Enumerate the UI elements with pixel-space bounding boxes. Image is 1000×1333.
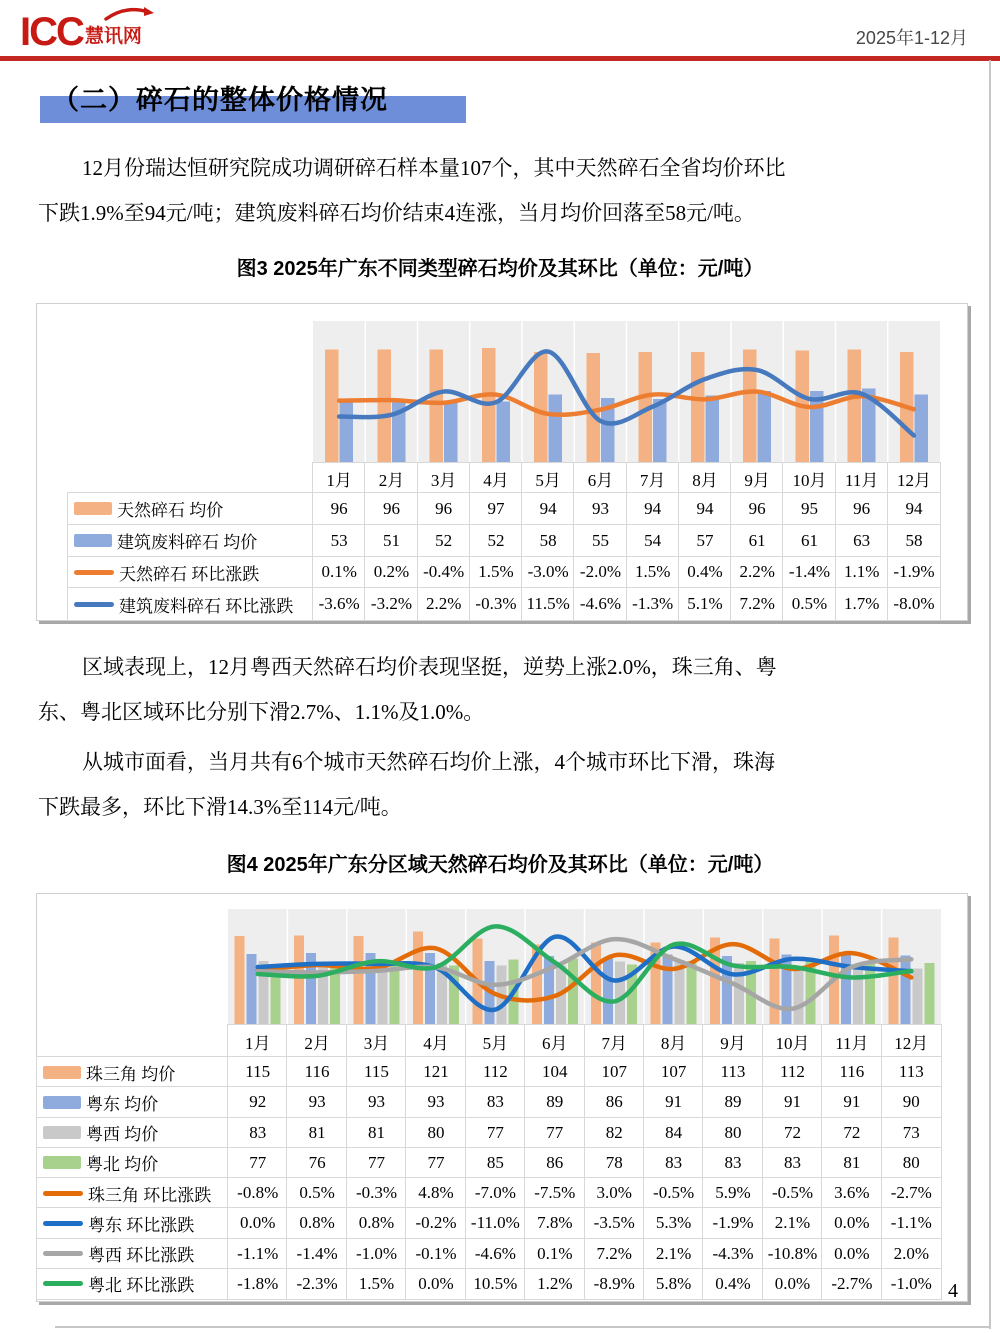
month-label: 11月 bbox=[822, 1025, 881, 1057]
bar bbox=[794, 969, 804, 1025]
month-label: 7月 bbox=[627, 463, 679, 493]
value-cell: 0.0% bbox=[228, 1208, 287, 1238]
value-cell: -0.3% bbox=[470, 588, 522, 620]
series-label-cell bbox=[37, 1269, 228, 1299]
value-cell: 80 bbox=[703, 1118, 762, 1148]
value-cell: 52 bbox=[418, 525, 470, 557]
legend-bar-swatch bbox=[74, 534, 112, 547]
value-cell: -0.2% bbox=[406, 1208, 465, 1238]
bar bbox=[354, 936, 364, 1025]
value-cell: 0.1% bbox=[525, 1239, 584, 1269]
section-title: （二）碎石的整体价格情况 bbox=[52, 85, 388, 115]
value-cell: 96 bbox=[313, 493, 365, 525]
value-cell: -4.6% bbox=[574, 588, 626, 620]
month-label: 9月 bbox=[703, 1025, 762, 1057]
paragraph-line: 从城市面看，当月共有6个城市天然碎石均价上涨，4个城市环比下滑，珠海 bbox=[82, 750, 775, 774]
bar bbox=[568, 959, 578, 1026]
month-label: 4月 bbox=[406, 1025, 465, 1057]
value-cell: 92 bbox=[228, 1087, 287, 1117]
value-cell: 112 bbox=[763, 1057, 822, 1087]
value-cell: -2.3% bbox=[287, 1269, 346, 1299]
bar bbox=[325, 349, 339, 463]
value-cell: -1.1% bbox=[228, 1239, 287, 1269]
series-name: 建筑废料碎石 均价 bbox=[117, 533, 258, 553]
series-name: 建筑废料碎石 环比涨跌 bbox=[119, 596, 294, 616]
bar bbox=[390, 966, 400, 1026]
value-cell: 121 bbox=[406, 1057, 465, 1087]
value-cell: 0.0% bbox=[763, 1269, 822, 1299]
value-cell: 83 bbox=[644, 1148, 703, 1178]
value-cell: -1.0% bbox=[347, 1239, 406, 1269]
value-cell: 116 bbox=[822, 1057, 881, 1087]
value-cell: 77 bbox=[347, 1148, 406, 1178]
value-cell: -0.5% bbox=[763, 1178, 822, 1208]
series-name: 珠三角 环比涨跌 bbox=[88, 1185, 212, 1205]
value-cell: -10.8% bbox=[763, 1239, 822, 1269]
bar bbox=[496, 402, 510, 464]
value-cell: 112 bbox=[466, 1057, 525, 1087]
value-cell: 83 bbox=[763, 1148, 822, 1178]
value-cell: 104 bbox=[525, 1057, 584, 1087]
value-cell: 55 bbox=[574, 525, 626, 557]
value-cell: 2.2% bbox=[731, 557, 783, 589]
value-cell: 4.8% bbox=[406, 1178, 465, 1208]
bar bbox=[413, 931, 423, 1025]
month-label: 6月 bbox=[574, 463, 626, 493]
value-cell: 107 bbox=[585, 1057, 644, 1087]
value-cell: -1.8% bbox=[228, 1269, 287, 1299]
bar bbox=[591, 942, 601, 1025]
value-cell: 94 bbox=[522, 493, 574, 525]
value-cell: 94 bbox=[627, 493, 679, 525]
value-cell: 0.0% bbox=[822, 1208, 881, 1238]
value-cell: 2.2% bbox=[418, 588, 470, 620]
bar bbox=[865, 962, 875, 1025]
chart4-box bbox=[36, 893, 968, 1302]
value-cell: 116 bbox=[287, 1057, 346, 1087]
series-label-cell bbox=[68, 525, 313, 557]
bar bbox=[549, 394, 563, 463]
header-rule bbox=[0, 56, 1000, 61]
value-cell: 93 bbox=[287, 1087, 346, 1117]
paragraph-2 bbox=[38, 645, 970, 735]
value-cell: 53 bbox=[313, 525, 365, 557]
bar bbox=[888, 938, 898, 1025]
paragraph-line: 下跌1.9%至94元/吨；建筑废料碎石均价结束4连涨，当月均价回落至58元/吨。 bbox=[38, 201, 755, 225]
value-cell: 57 bbox=[679, 525, 731, 557]
bar bbox=[603, 959, 613, 1026]
paragraph-1 bbox=[38, 146, 970, 236]
value-cell: 7.2% bbox=[731, 588, 783, 620]
value-cell: 1.2% bbox=[525, 1269, 584, 1299]
value-cell: 81 bbox=[287, 1118, 346, 1148]
bar bbox=[653, 399, 667, 463]
series-label-cell bbox=[37, 1239, 228, 1269]
chart4-title: 图4 2025年广东分区域天然碎石均价及其环比（单位：元/吨） bbox=[226, 854, 774, 876]
value-cell: 93 bbox=[406, 1087, 465, 1117]
value-cell: -0.3% bbox=[347, 1178, 406, 1208]
bar bbox=[340, 400, 354, 463]
value-cell: 0.0% bbox=[822, 1239, 881, 1269]
value-cell: -8.9% bbox=[585, 1269, 644, 1299]
value-cell: 0.8% bbox=[347, 1208, 406, 1238]
value-cell: 7.2% bbox=[585, 1239, 644, 1269]
bar bbox=[444, 402, 458, 464]
paragraph-line: 12月份瑞达恒研究院成功调研碎石样本量107个，其中天然碎石全省均价环比 bbox=[82, 156, 786, 180]
month-label: 11月 bbox=[836, 463, 888, 493]
month-label: 10月 bbox=[763, 1025, 822, 1057]
series-name: 珠三角 均价 bbox=[86, 1064, 176, 1084]
value-cell: 54 bbox=[627, 525, 679, 557]
page-edge-bottom bbox=[55, 1326, 991, 1328]
legend-line-swatch bbox=[43, 1191, 83, 1196]
value-cell: -2.7% bbox=[822, 1269, 881, 1299]
month-label: 9月 bbox=[731, 463, 783, 493]
bar bbox=[534, 352, 548, 463]
value-cell: 95 bbox=[783, 493, 835, 525]
value-cell: 94 bbox=[679, 493, 731, 525]
legend-line-swatch bbox=[43, 1251, 83, 1256]
paragraph-line: 区域表现上，12月粤西天然碎石均价表现坚挺，逆势上涨2.0%，珠三角、粤 bbox=[82, 655, 777, 679]
value-cell: 3.0% bbox=[585, 1178, 644, 1208]
value-cell: 86 bbox=[585, 1087, 644, 1117]
month-label: 3月 bbox=[418, 463, 470, 493]
value-cell: 89 bbox=[525, 1087, 584, 1117]
series-name: 粤西 环比涨跌 bbox=[88, 1246, 195, 1266]
value-cell: -2.7% bbox=[882, 1178, 941, 1208]
page-edge-right bbox=[989, 60, 991, 1329]
series-name: 粤北 环比涨跌 bbox=[88, 1276, 195, 1296]
value-cell: 72 bbox=[763, 1118, 822, 1148]
bar bbox=[770, 938, 780, 1025]
series-label-cell bbox=[37, 1057, 228, 1087]
value-cell: 58 bbox=[522, 525, 574, 557]
value-cell: 77 bbox=[406, 1148, 465, 1178]
legend-line-swatch bbox=[43, 1221, 83, 1226]
month-label: 1月 bbox=[228, 1025, 287, 1057]
value-cell: 76 bbox=[287, 1148, 346, 1178]
value-cell: 81 bbox=[347, 1118, 406, 1148]
month-label: 2月 bbox=[287, 1025, 346, 1057]
value-cell: -1.3% bbox=[627, 588, 679, 620]
value-cell: 93 bbox=[347, 1087, 406, 1117]
value-cell: 61 bbox=[731, 525, 783, 557]
bar bbox=[924, 963, 934, 1025]
value-cell: 5.3% bbox=[644, 1208, 703, 1238]
value-cell: -4.3% bbox=[703, 1239, 762, 1269]
value-cell: 77 bbox=[466, 1118, 525, 1148]
value-cell: -1.9% bbox=[703, 1208, 762, 1238]
bar bbox=[848, 349, 862, 463]
logo-suffix-text: 慧讯网 bbox=[84, 26, 142, 47]
value-cell: 113 bbox=[882, 1057, 941, 1087]
bar bbox=[900, 955, 910, 1025]
value-cell: -11.0% bbox=[466, 1208, 525, 1238]
value-cell: -8.0% bbox=[888, 588, 940, 620]
month-label: 1月 bbox=[313, 463, 365, 493]
series-label-cell bbox=[68, 557, 313, 589]
value-cell: -3.5% bbox=[585, 1208, 644, 1238]
month-label: 10月 bbox=[783, 463, 835, 493]
value-cell: 0.2% bbox=[365, 557, 417, 589]
bar bbox=[743, 349, 757, 463]
legend-bar-swatch bbox=[43, 1096, 81, 1109]
series-name: 天然碎石 均价 bbox=[117, 501, 224, 521]
bar bbox=[914, 394, 928, 463]
value-cell: -0.4% bbox=[418, 557, 470, 589]
bar bbox=[758, 391, 772, 463]
value-cell: 1.7% bbox=[836, 588, 888, 620]
value-cell: 0.8% bbox=[287, 1208, 346, 1238]
value-cell: 93 bbox=[574, 493, 626, 525]
value-cell: 51 bbox=[365, 525, 417, 557]
chart-plot bbox=[228, 909, 941, 1025]
value-cell: 90 bbox=[882, 1087, 941, 1117]
value-cell: 1.5% bbox=[470, 557, 522, 589]
value-cell: 5.8% bbox=[644, 1269, 703, 1299]
bar bbox=[247, 954, 257, 1025]
value-cell: 96 bbox=[731, 493, 783, 525]
legend-line-swatch bbox=[74, 602, 114, 607]
bar bbox=[615, 962, 625, 1025]
month-label: 8月 bbox=[644, 1025, 703, 1057]
value-cell: 7.8% bbox=[525, 1208, 584, 1238]
value-cell: -1.0% bbox=[882, 1269, 941, 1299]
chart-plot bbox=[313, 321, 940, 463]
value-cell: 83 bbox=[703, 1148, 762, 1178]
value-cell: 96 bbox=[836, 493, 888, 525]
value-cell: 96 bbox=[418, 493, 470, 525]
month-label: 2月 bbox=[365, 463, 417, 493]
bar bbox=[691, 352, 705, 463]
series-name: 粤东 环比涨跌 bbox=[88, 1215, 195, 1235]
legend-bar-swatch bbox=[43, 1156, 81, 1169]
series-label-cell bbox=[68, 493, 313, 525]
paragraph-3 bbox=[38, 740, 970, 830]
value-cell: 3.6% bbox=[822, 1178, 881, 1208]
value-cell: 91 bbox=[644, 1087, 703, 1117]
series-label-cell bbox=[37, 1178, 228, 1208]
value-cell: 11.5% bbox=[522, 588, 574, 620]
bar bbox=[687, 961, 697, 1025]
value-cell: 97 bbox=[470, 493, 522, 525]
series-label-cell bbox=[37, 1118, 228, 1148]
value-cell: 58 bbox=[888, 525, 940, 557]
value-cell: 86 bbox=[525, 1148, 584, 1178]
value-cell: 5.9% bbox=[703, 1178, 762, 1208]
series-label-cell bbox=[37, 1148, 228, 1178]
value-cell: 2.0% bbox=[882, 1239, 941, 1269]
value-cell: 2.1% bbox=[763, 1208, 822, 1238]
legend-bar-swatch bbox=[43, 1066, 81, 1079]
paragraph-line: 下跌最多，环比下滑14.3%至114元/吨。 bbox=[38, 795, 402, 819]
month-label: 5月 bbox=[466, 1025, 525, 1057]
series-name: 粤西 均价 bbox=[86, 1125, 159, 1145]
series-name: 粤东 均价 bbox=[86, 1094, 159, 1114]
value-cell: -0.1% bbox=[406, 1239, 465, 1269]
value-cell: -3.2% bbox=[365, 588, 417, 620]
value-cell: 73 bbox=[882, 1118, 941, 1148]
month-label: 4月 bbox=[470, 463, 522, 493]
value-cell: -4.6% bbox=[466, 1239, 525, 1269]
bar bbox=[430, 349, 444, 463]
value-cell: 78 bbox=[585, 1148, 644, 1178]
bar bbox=[294, 935, 304, 1025]
series-label-cell bbox=[37, 1208, 228, 1238]
month-label: 12月 bbox=[888, 463, 940, 493]
value-cell: 115 bbox=[228, 1057, 287, 1087]
series-name: 天然碎石 环比涨跌 bbox=[119, 564, 260, 584]
value-cell: 91 bbox=[763, 1087, 822, 1117]
value-cell: 0.5% bbox=[287, 1178, 346, 1208]
value-cell: -0.8% bbox=[228, 1178, 287, 1208]
value-cell: 83 bbox=[466, 1087, 525, 1117]
month-label: 3月 bbox=[347, 1025, 406, 1057]
value-cell: 77 bbox=[525, 1118, 584, 1148]
logo-icc-text: ICC bbox=[20, 10, 83, 54]
legend-line-swatch bbox=[74, 570, 114, 575]
legend-line-swatch bbox=[43, 1281, 83, 1286]
value-cell: 85 bbox=[466, 1148, 525, 1178]
month-label: 6月 bbox=[525, 1025, 584, 1057]
value-cell: -1.4% bbox=[287, 1239, 346, 1269]
value-cell: 107 bbox=[644, 1057, 703, 1087]
value-cell: 2.1% bbox=[644, 1239, 703, 1269]
value-cell: 89 bbox=[703, 1087, 762, 1117]
bar bbox=[663, 955, 673, 1025]
legend-bar-swatch bbox=[74, 502, 112, 515]
bar bbox=[235, 936, 245, 1025]
value-cell: -2.0% bbox=[574, 557, 626, 589]
value-cell: 94 bbox=[888, 493, 940, 525]
bar bbox=[377, 349, 391, 463]
value-cell: -7.0% bbox=[466, 1178, 525, 1208]
value-cell: 91 bbox=[822, 1087, 881, 1117]
value-cell: -1.4% bbox=[783, 557, 835, 589]
legend-bar-swatch bbox=[43, 1126, 81, 1139]
value-cell: 5.1% bbox=[679, 588, 731, 620]
value-cell: 0.5% bbox=[783, 588, 835, 620]
value-cell: 80 bbox=[882, 1148, 941, 1178]
value-cell: -7.5% bbox=[525, 1178, 584, 1208]
value-cell: -1.9% bbox=[888, 557, 940, 589]
chart3-title: 图3 2025年广东不同类型碎石均价及其环比（单位：元/吨） bbox=[236, 258, 764, 280]
value-cell: 1.5% bbox=[627, 557, 679, 589]
series-label-cell bbox=[37, 1087, 228, 1117]
value-cell: 72 bbox=[822, 1118, 881, 1148]
value-cell: -3.0% bbox=[522, 557, 574, 589]
value-cell: 52 bbox=[470, 525, 522, 557]
value-cell: 1.1% bbox=[836, 557, 888, 589]
value-cell: 0.1% bbox=[313, 557, 365, 589]
value-cell: -3.6% bbox=[313, 588, 365, 620]
value-cell: 84 bbox=[644, 1118, 703, 1148]
month-label: 7月 bbox=[585, 1025, 644, 1057]
value-cell: 96 bbox=[365, 493, 417, 525]
month-label: 5月 bbox=[522, 463, 574, 493]
header-date-range: 2025年1-12月 bbox=[855, 28, 968, 48]
series-name: 粤北 均价 bbox=[86, 1155, 159, 1175]
value-cell: 0.4% bbox=[679, 557, 731, 589]
value-cell: -0.5% bbox=[644, 1178, 703, 1208]
swoosh-icon bbox=[104, 6, 156, 22]
value-cell: 83 bbox=[228, 1118, 287, 1148]
value-cell: 61 bbox=[783, 525, 835, 557]
value-cell: 80 bbox=[406, 1118, 465, 1148]
value-cell: 82 bbox=[585, 1118, 644, 1148]
value-cell: 1.5% bbox=[347, 1269, 406, 1299]
bar bbox=[912, 969, 922, 1026]
value-cell: 0.0% bbox=[406, 1269, 465, 1299]
value-cell: 113 bbox=[703, 1057, 762, 1087]
value-cell: -1.1% bbox=[882, 1208, 941, 1238]
paragraph-line: 东、粤北区域环比分别下滑2.7%、1.1%及1.0%。 bbox=[38, 700, 485, 724]
page-number: 4 bbox=[948, 1280, 958, 1302]
value-cell: 115 bbox=[347, 1057, 406, 1087]
series-label-cell bbox=[68, 588, 313, 620]
value-cell: 77 bbox=[228, 1148, 287, 1178]
value-cell: 63 bbox=[836, 525, 888, 557]
value-cell: 81 bbox=[822, 1148, 881, 1178]
bar bbox=[705, 396, 719, 464]
chart3-box bbox=[36, 303, 968, 621]
month-label: 8月 bbox=[679, 463, 731, 493]
value-cell: 0.4% bbox=[703, 1269, 762, 1299]
value-cell: 10.5% bbox=[466, 1269, 525, 1299]
month-label: 12月 bbox=[882, 1025, 941, 1057]
